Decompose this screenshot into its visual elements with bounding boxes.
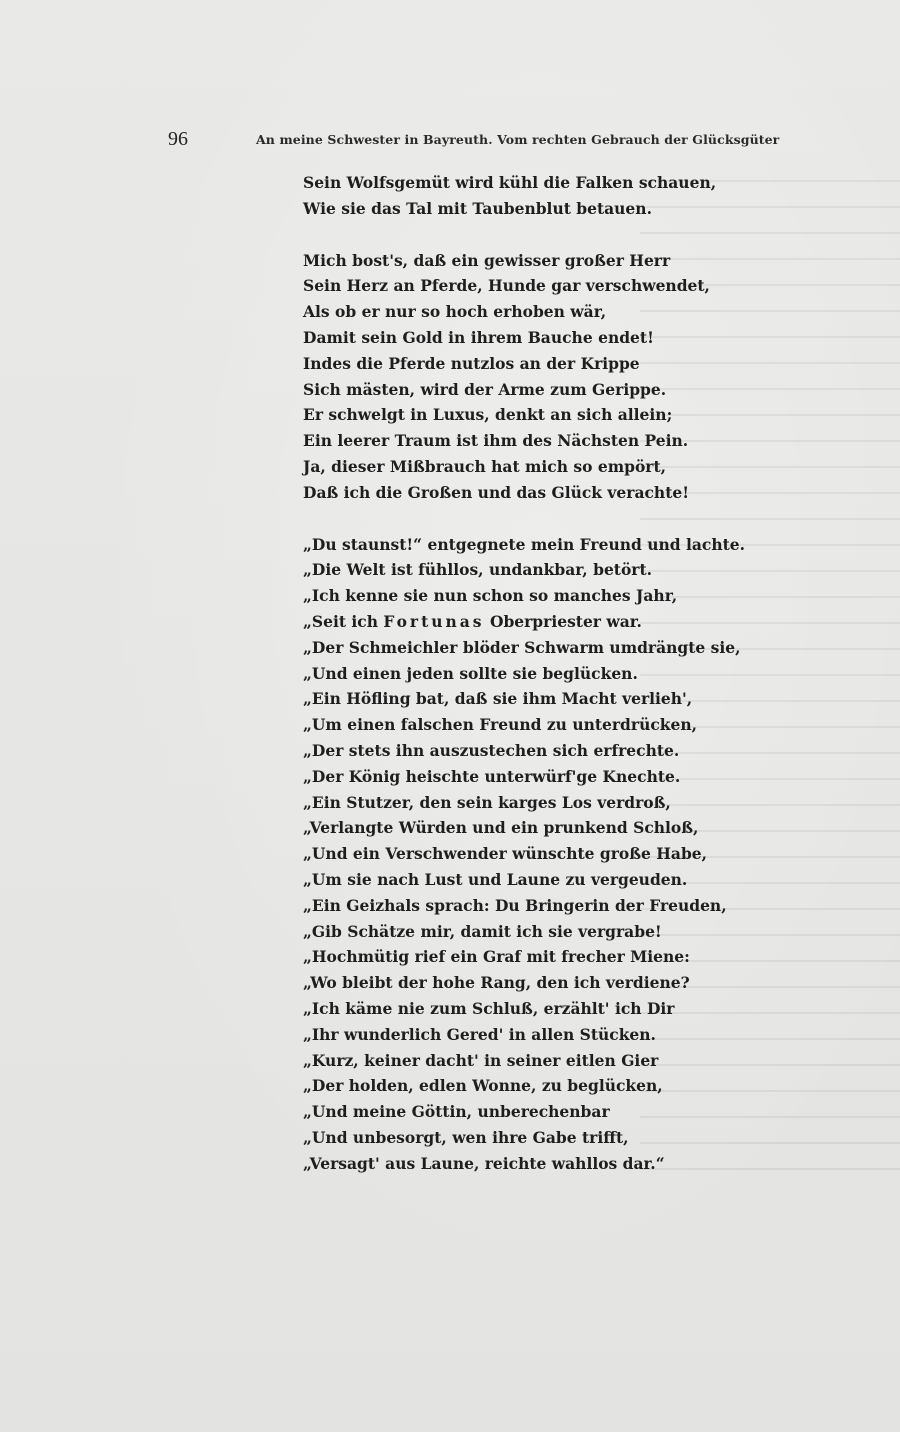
poem-line-fortunas	[303, 609, 723, 635]
poem-line: Er schwelgt in Luxus, denkt an sich allein;	[303, 405, 673, 425]
poem-line: „Ich käme nie zum Schluß, erzählt' ich Dir	[303, 998, 675, 1018]
poem-line: „Und ein Verschwender wünschte große Habe,	[303, 844, 708, 864]
stanza-3	[303, 532, 746, 1177]
poem-line: „Ihr wunderlich Gered' in allen Stücken.	[303, 1024, 656, 1044]
poem-line: Sein Herz an Pferde, Hunde gar verschwendet,	[303, 276, 710, 296]
page-header	[168, 128, 780, 156]
poem-line: „Wo bleibt der hohe Rang, den ich verdiene?	[303, 973, 690, 993]
page-number: 96	[168, 128, 188, 150]
poem-line: „Und unbesorgt, wen ihre Gabe trifft,	[303, 1127, 629, 1147]
poem-line: „Versagt' aus Laune, reichte wahllos dar.“	[303, 1153, 665, 1173]
poem-line: „Kurz, keiner dacht' in seiner eitlen Gier	[303, 1050, 659, 1070]
stanza-gap	[303, 222, 723, 248]
poem-line: „Verlangte Würden und ein prunkend Schloß,	[303, 818, 699, 838]
poem-line: Sich mästen, wird der Arme zum Gerippe.	[303, 379, 667, 399]
stanza-1	[303, 170, 723, 222]
poem-line: „Und meine Göttin, unberechenbar	[303, 1102, 610, 1122]
poem-line: „Ich kenne sie nun schon so manches Jahr,	[303, 586, 678, 606]
line-segment: „Seit ich	[303, 611, 384, 631]
poem-line: „Ein Geizhals sprach: Du Bringerin der Freuden,	[303, 895, 727, 915]
poem-line: „Hochmütig rief ein Graf mit frecher Miene:	[303, 947, 690, 967]
poem-line: Sein Wolfsgemüt wird kühl die Falken schauen,	[303, 173, 717, 192]
running-head: An meine Schwester in Bayreuth. Vom rechten Gebrauch der Glücksgüter	[256, 132, 780, 147]
poem-line: „Der Schmeichler blöder Schwarm umdrängte sie,	[303, 637, 741, 657]
poem-line: Daß ich die Großen und das Glück verachte!	[303, 482, 690, 502]
poem-line: Indes die Pferde nutzlos an der Krippe	[303, 353, 640, 373]
poem-line: „Und einen jeden sollte sie beglücken.	[303, 663, 638, 683]
poem-line: „Der stets ihn auszustechen sich erfrechte.	[303, 740, 680, 760]
poem-line: „Um sie nach Lust und Laune zu vergeuden.	[303, 869, 688, 889]
poem-line: „Ein Höfling bat, daß sie ihm Macht verlieh',	[303, 689, 693, 709]
poem-line: Ja, dieser Mißbrauch hat mich so empört,	[303, 456, 667, 476]
poem-text	[303, 170, 746, 1176]
poem-line: Ein leerer Traum ist ihm des Nächsten Pein.	[303, 431, 689, 451]
poem-line: „Gib Schätze mir, damit ich sie vergrabe!	[303, 921, 662, 941]
poem-line: „Du staunst!“ entgegnete mein Freund und lachte.	[303, 534, 746, 554]
poem-line: „Der König heischte unterwürf'ge Knechte.	[303, 766, 681, 786]
stanza-2	[303, 248, 723, 506]
poem-line: Mich bost's, daß ein gewisser großer Herr	[303, 250, 671, 270]
poem-line: „Um einen falschen Freund zu unterdrücken,	[303, 715, 698, 735]
line-segment: Oberpriester war.	[484, 611, 642, 631]
poem-line: „Der holden, edlen Wonne, zu beglücken,	[303, 1076, 663, 1096]
poem-line: „Die Welt ist fühllos, undankbar, betört.	[303, 560, 653, 580]
fortunas-spaced-word: Fortunas	[383, 611, 485, 631]
poem-line: „Ein Stutzer, den sein karges Los verdroß,	[303, 792, 671, 812]
poem-line: Damit sein Gold in ihrem Bauche endet!	[303, 327, 654, 347]
stanza-gap	[303, 506, 723, 532]
poem-line: Als ob er nur so hoch erhoben wär,	[303, 302, 607, 322]
poem-line: Wie sie das Tal mit Taubenblut betauen.	[303, 198, 652, 218]
